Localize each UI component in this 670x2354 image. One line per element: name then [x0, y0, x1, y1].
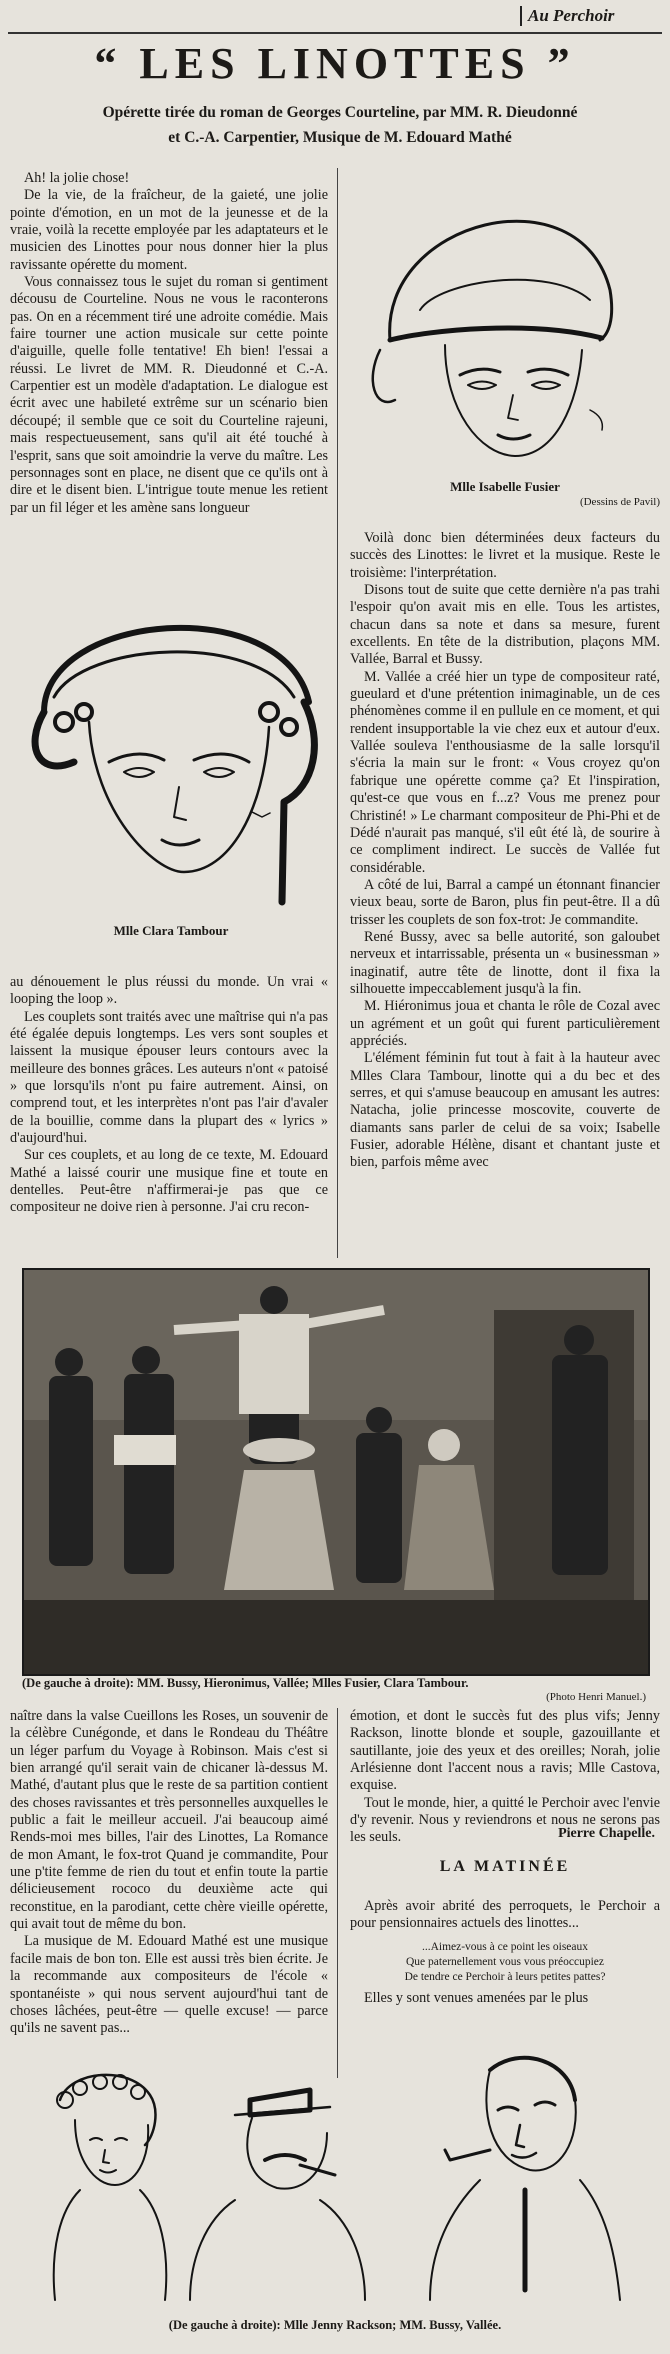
caption-clara-tambour: Mlle Clara Tambour [113, 923, 229, 938]
paragraph: naître dans la valse Cueillons les Roses, un souvenir de la célèbre Cunégonde, et dans le Rondeau du Théâtre un léger parfum du Voyage à Robinson. Mais c'est si bien arrangé qu'il serait vain de chicaner là-dessus M. Mathé, d'autant plus que le reste de sa partition contient des choses ravissantes et très personnelles auxquelles le public a fait le meilleur accueil. J'ai beaucoup aimé Rends-moi mes billes, l'air des Linottes, La Romance de mon Amant, le fox-trot Quand je commandite, Pour une p'tite femme de rien du tout et enfin toute la partie délicieusement rococo du deuxième acte qui reconstitue, en la parodiant, cette chère vieille opérette, qui avait tout de même du bon. [10, 1708, 328, 1933]
photo-caption-block [22, 1676, 646, 1703]
signature: Pierre Chapelle. [558, 1826, 655, 1841]
credit-dessins: (Dessins de Pavil) [579, 496, 660, 508]
column-right [350, 530, 660, 1172]
section-tag: Au Perchoir [520, 6, 614, 26]
column-left-top [10, 170, 328, 517]
caricatures-drawing [20, 2040, 650, 2310]
paragraph: L'élément féminin fut tout à fait à la hauteur avec Mlles Clara Tambour, linotte qui a du bec et des serres, et qui s'amuse beaucoup en amusant les autres: Natacha, jolie princesse moscovite, couverte de diamants sans parler de celui de sa voix; Isabelle Fusier, adorable Hélène, disant et chantant juste et bien, parfois même avec [350, 1050, 660, 1171]
column-left-bottom [10, 974, 328, 1217]
paragraph: M. Hiéronimus joua et chanta le rôle de Cozal avec un agrément et un goût qui furent particulièrement appréciés. [350, 998, 660, 1049]
paragraph: De la vie, de la fraîcheur, de la gaieté, une jolie pointe d'émotion, en un mot de la jeunesse et de la vraie, voilà la recette employée par les adaptateurs et le musicien des Linottes pour nous donner hier la plus ravissante opérette du moment. [10, 187, 328, 273]
paragraph: Tout le monde, hier, a quitté le Perchoir avec l'envie d'y revenir. Nous y reviendrons et nous ne serons pas les seuls. [350, 1794, 660, 1846]
caption-bottom: (De gauche à droite): Mlle Jenny Rackson; MM. Bussy, Vallée. [168, 2318, 502, 2332]
article-subtitle [45, 100, 635, 150]
sketch-isabelle-fusier [350, 160, 660, 510]
paragraph: Disons tout de suite que cette dernière n'a pas trahi l'espoir qu'on avait mis en elle. Tous les artistes, chacun dans sa note et dans sa mesure, furent excellents. En tête de la distribution, plaçons MM. Vallée, Barral et Bussy. [350, 582, 660, 668]
paragraph: René Bussy, avec sa belle autorité, son galoubet nerveux et intarrissable, présenta un « businessman » inaginatif, autre tête de linotte, dont il fixa la silhouette impeccablement jusqu'à la fin. [350, 928, 660, 997]
matinee-outro [350, 1990, 660, 2007]
paragraph: Après avoir abrité des perroquets, le Perchoir a pour pensionnaires actuels des linottes... [350, 1898, 660, 1932]
paragraph: au dénouement le plus réussi du monde. Un vrai « looping the loop ». [10, 974, 328, 1008]
caricatures-strip [20, 2040, 650, 2310]
paragraph: Vous connaissez tous le sujet du roman si gentiment décousu de Courteline. Nous ne vous le raconterons pas. On en a récemment tiré une adroite comédie. Mais faire tourner une action musicale sur cette pointe d'aiguille, quelle folle tentative! Eh bien! l'essai a réussi. Le livret de MM. R. Dieudonné et C.-A. Carpentier est un modèle d'adaptation. Le dialogue est écrit avec une habileté extrême sur un scénario bien découpé; il semble que ce soit du Courteline rajeuni, mais respectueusement, sans qu'il ait été touché à l'esprit, sans que soit amoindrie la verve du maître. Les personnages sont en place, ne disent que ce qu'ils ont à dire et le disent bien. L'intrigue toute menue les retient par un fil léger et les amène sans longueur [10, 274, 328, 516]
subtitle-line-2: et C.-A. Carpentier, Musique de M. Edouard Mathé [168, 129, 512, 146]
column-rule-lower [337, 1708, 338, 2078]
paragraph: émotion, et dont le succès fut des plus vifs; Jenny Rackson, linotte blonde et souple, gazouillante et sautillante, joie des yeux et des oreilles; Norah, jolie Arlésienne dont l'accent nous a ravis; Mlle Castova, exquise. [350, 1708, 660, 1794]
photo-credit: (Photo Henri Manuel.) [546, 1691, 646, 1703]
poem-line: ...Aimez-vous à ce point les oiseaux [421, 1941, 589, 1953]
paragraph: Ah! la jolie chose! [24, 170, 130, 186]
caption-isabelle-fusier: Mlle Isabelle Fusier [450, 479, 560, 494]
paragraph: M. Vallée a créé hier un type de compositeur raté, gueulard et d'une prétention inimaginable, un de ces phénomènes comme il en pullule en ce moment, et qui rendent insupportable la vie chez eux et autour d'eux. Vallée souleva l'enthousiasme de la salle lorsqu'il s'écria la main sur le front: « Vous croyez qu'on fabrique une opérette comme ça? Et l'inspiration, qu'est-ce que vous en f...z? Vous me prenez pour Christiné! » Le charmant compositeur de Phi-Phi et de Dédé n'aurait pas manqué, s'il eût été là, de sourire à ce compliment indirect. Le succès de Vallée fut considérable. [350, 668, 660, 876]
paragraph: La musique de M. Edouard Mathé est une musique facile mais de bon ton. Elle est aussi très bien écrite. Je la recommande aux compositeurs de l'école « spontanéiste » qui nous servent aujourd'hui tant de choses lâchées, peut-être — quelle excuse! — parce qu'ils ne savent pas... [10, 1933, 328, 2037]
matinee-title: LA MATINÉE [439, 1858, 571, 1875]
stage-photo [22, 1268, 650, 1676]
stage-photo-image [24, 1270, 648, 1674]
header-rule [8, 32, 662, 34]
column-lower-left [10, 1708, 328, 2038]
subtitle-line-1: Opérette tirée du roman de Georges Courteline, par MM. R. Dieudonné [102, 104, 578, 121]
paragraph: A côté de lui, Barral a campé un étonnant financier vieux beau, sorte de Baron, plus fin peut-être. Il a dû trisser les couplets de son fox-trot: Je commandite. [350, 876, 660, 928]
matinee-intro [350, 1898, 660, 1933]
portrait-drawing [14, 572, 328, 912]
paragraph: Les couplets sont traités avec une maîtrise qui n'a pas été égalée depuis longtemps. Les vers sont souples et laissent la musique épouser leurs contours avec la meilleure des bonnes grâces. Les auteurs n'ont « patoisé » que lorsqu'ils n'ont pu faire autrement. Ainsi, on comprend tout, et les interprètes n'ont pas l'air d'avaler de la bouillie, comme dans la plupart des « lyrics » d'aujourd'hui. [10, 1008, 328, 1147]
column-rule [337, 168, 338, 1258]
poem-line: De tendre ce Perchoir à leurs petites pattes? [404, 1971, 606, 1983]
paragraph: Sur ces couplets, et au long de ce texte, M. Edouard Mathé a laissé courir une musique fine et toute en dentelles. Peut-être n'affirmerai-je pas que ce compositeur ne doive rien à personne. J'ai cru recon- [10, 1147, 328, 1216]
paragraph: Elles y sont venues amenées par le plus [364, 1990, 589, 2006]
matinee-poem [350, 1940, 660, 1985]
sketch-clara-tambour [14, 572, 328, 938]
portrait-drawing [350, 160, 660, 470]
poem-line: Que paternellement vous vous préoccupiez [406, 1956, 604, 1968]
photo-caption: (De gauche à droite): MM. Bussy, Hieronimus, Vallée; Mlles Fusier, Clara Tambour. [22, 1676, 469, 1690]
paragraph: Voilà donc bien déterminées deux facteurs du succès des Linottes: le livret et la musique. Reste le troisième: l'interprétation. [350, 530, 660, 581]
article-title: “ LES LINOTTES ” [94, 39, 576, 88]
